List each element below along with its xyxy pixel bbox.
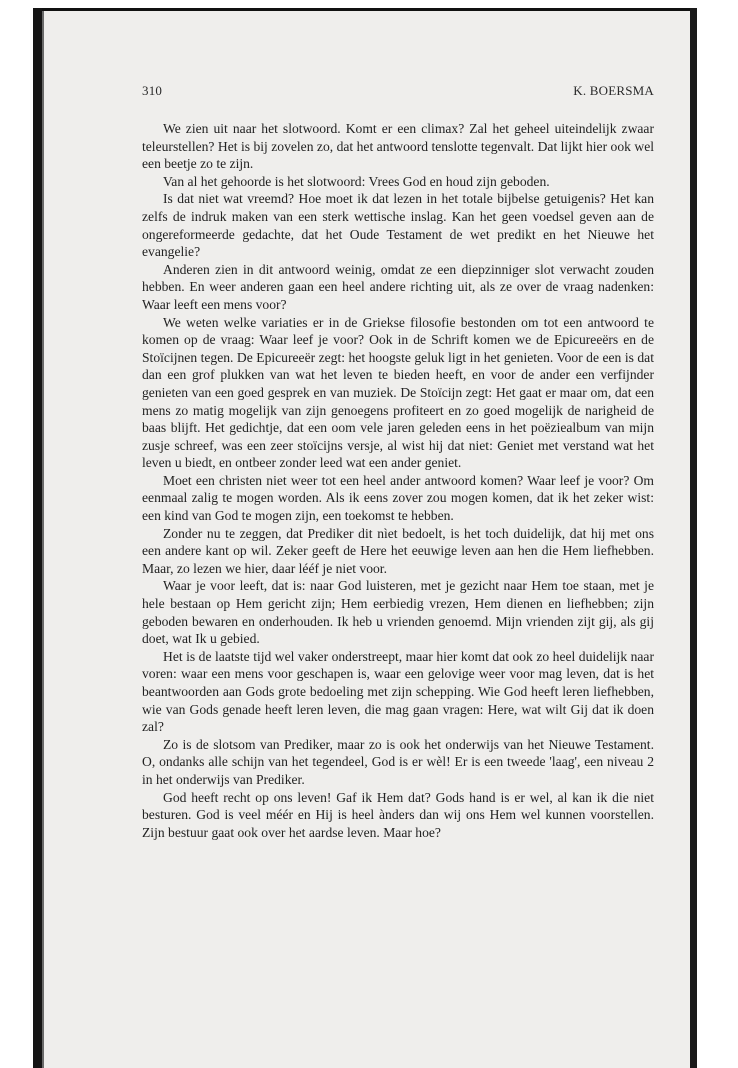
paragraph: Van al het gehoorde is het slotwoord: Vrees God en houd zijn geboden.	[163, 173, 550, 189]
paragraph: God heeft recht op ons leven! Gaf ik Hem dat? Gods hand is er wel, al kan ik die niet besturen. God is veel méér en Hij is heel ànders dan wij ons Hem wel kunnen voorstellen. Zijn bestuur gaat ook over het aardse leven. Maar hoe?	[142, 789, 654, 840]
paragraph: Waar je voor leeft, dat is: naar God luisteren, met je gezicht naar Hem toe staan, met je hele bestaan op Hem gericht zijn; Hem eerbiedig vrezen, Hem dienen en liefhebben; zijn geboden bewaren en onderhouden. Ik heb u vrienden genoemd. Mijn vrienden zijt gij, als gij doet, wat Ik u gebied.	[142, 578, 654, 647]
paragraph: We zien uit naar het slotwoord. Komt er een climax? Zal het geheel uiteindelijk zwaar teleurstellen? Het is bij zovelen zo, dat het antwoord tenslotte tegenvalt. Dat lijkt hier ook wel een beetje zo te zijn.	[142, 121, 654, 172]
paragraph: Zo is de slotsom van Prediker, maar zo is ook het onderwijs van het Nieuwe Testament. O, ondanks alle schijn van het tegendeel, God is er wèl! Er is een tweede 'laag', een niveau 2 in het onderwijs van Prediker.	[142, 736, 654, 787]
paragraph: Het is de laatste tijd wel vaker onderstreept, maar hier komt dat ook zo heel duidelijk naar voren: waar een mens voor geschapen is, waar een gelovige weer voor mag leven, dat is het beantwoorden aan Gods grote bedoeling met zijn schepping. Wie God heeft leren liefhebben, wie van Gods genade heeft leren leven, die mag gaan vragen: Here, wat wilt Gij dat ik doen zal?	[142, 648, 654, 735]
paragraph: We weten welke variaties er in de Griekse filosofie bestonden om tot een antwoord te komen op de vraag: Waar leef je voor? Ook in de Schrift komen we de Epicureeërs en de Stoïcijnen tegen. De Epicureeër zegt: het hoogste geluk ligt in het genieten. Voor de een is dat dan een grof plukken van wat het leven te bieden heeft, en voor de ander een verfijnder genieten van een goed gesprek en van muziek. De Stoïcijn zegt: Het gaat er maar om, dat een mens zo matig mogelijk van zijn genoegens profiteert en zo goed mogelijk de narigheid de baas blijft. Het gedichtje, dat een oom vele jaren geleden eens in het poëziealbum van mijn zusje schreef, was een zeer stoïcijns versje, al wist hij dat niet: Geniet met verstand wat het leven u biedt, en ontbeer zonder leed wat een ander geniet.	[142, 314, 654, 471]
page-header	[142, 83, 654, 103]
body-text	[142, 120, 654, 841]
paragraph: Is dat niet wat vreemd? Hoe moet ik dat lezen in het totale bijbelse getuigenis? Het kan zelfs de indruk maken van een sterk wettische inslag. Kan het geen voedsel geven aan de ongereformeerde gedachte, dat het Oude Testament de wet predikt en het Nieuwe het evangelie?	[142, 191, 654, 260]
scan-edge-left	[33, 8, 42, 1068]
paragraph: Zonder nu te zeggen, dat Prediker dit nìet bedoelt, is het toch duidelijk, dat hij met ons een andere kant op wil. Zeker geeft de Here het eeuwige leven aan hen die Hem liefhebben. Maar, zo lezen we hier, daar lééf je niet voor.	[142, 525, 654, 576]
scan-edge-right	[690, 8, 697, 1068]
paragraph: Anderen zien in dit antwoord weinig, omdat ze een diepzinniger slot verwacht zouden hebben. En weer anderen gaan een heel andere richting uit, als ze over de vraag nadenken: Waar leeft een mens voor?	[142, 261, 654, 312]
page-number: 310	[142, 83, 163, 98]
running-head-author: K. BOERSMA	[573, 83, 654, 98]
paragraph: Moet een christen niet weer tot een heel ander antwoord komen? Waar leef je voor? Om eenmaal zalig te mogen worden. Als ik eens zover zou mogen komen, dat ik het zeker wist: een kind van God te mogen zijn, een toekomst te hebben.	[142, 472, 654, 524]
